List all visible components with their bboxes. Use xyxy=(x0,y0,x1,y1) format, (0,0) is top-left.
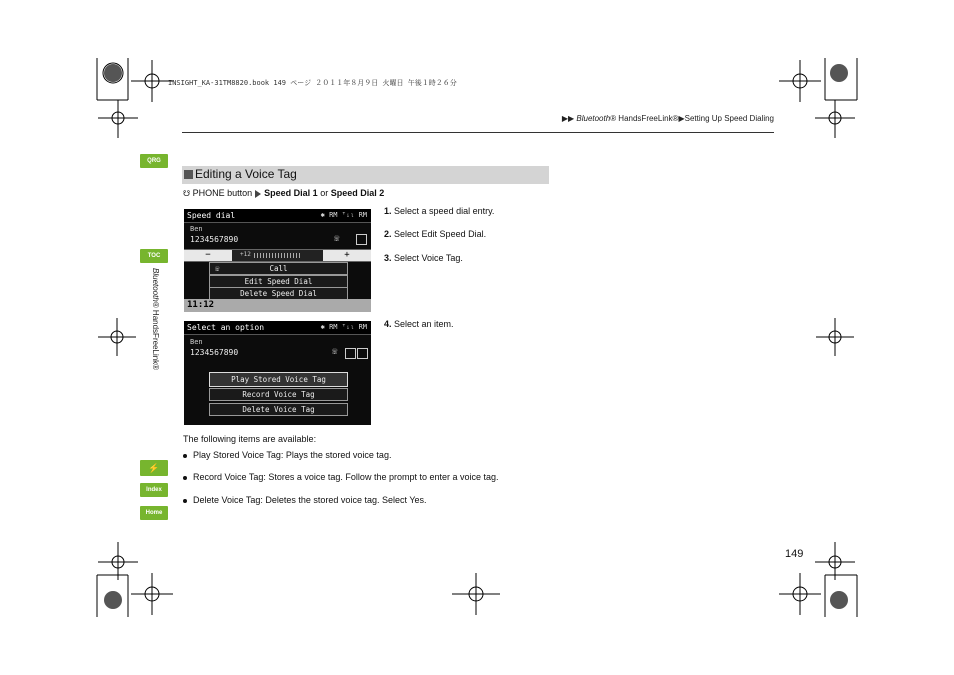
bullet-icon xyxy=(183,499,187,503)
volume-bar xyxy=(184,249,371,262)
menu-item-play-stored-voice-tag[interactable]: Play Stored Voice Tag xyxy=(209,372,348,387)
toc-button[interactable]: TOC xyxy=(140,249,168,263)
list-item: Delete Voice Tag: Deletes the stored voice tag. Select Yes. xyxy=(183,495,427,505)
arrow-icon xyxy=(255,190,261,198)
step-2: 2. Select Edit Speed Dial. xyxy=(384,229,487,239)
contact-number: 1234567890 xyxy=(190,348,239,357)
sidebar-chapter-label: Bluetooth® HandsFreeLink® xyxy=(151,268,160,371)
contact-number: 1234567890 xyxy=(190,235,239,244)
section-title: Editing a Voice Tag xyxy=(195,167,297,181)
handset-icon: ☏ xyxy=(332,347,338,357)
header-rule xyxy=(182,132,774,133)
memory-icon xyxy=(356,234,367,245)
section-heading xyxy=(182,166,549,184)
status-icons: ✱ RM ᵀᵢₗ RM xyxy=(320,211,367,219)
items-intro: The following items are available: xyxy=(183,434,317,444)
screen-clock-bar xyxy=(184,299,371,312)
breadcrumb-handsfreelink[interactable]: ® HandsFreeLink® xyxy=(610,114,679,123)
voice-command-button[interactable] xyxy=(140,460,168,476)
menu-item-edit-speed-dial[interactable]: Edit Speed Dial xyxy=(209,275,348,288)
print-header: INSIGHT_KA-31TM8820.book 149 ページ ２０１１年８月９日 火曜日 午後１時２６分 xyxy=(168,79,457,87)
breadcrumb-arrow-icon: ▶ xyxy=(678,114,685,123)
phone-button-path: ☋ PHONE button Speed Dial 1 or Speed Dial 2 xyxy=(183,188,385,198)
memory-icon xyxy=(357,348,368,359)
menu-item-delete-speed-dial[interactable]: Delete Speed Dial xyxy=(209,287,348,300)
breadcrumb-bluetooth[interactable]: Bluetooth xyxy=(576,114,611,123)
qrg-button[interactable]: QRG xyxy=(140,154,168,168)
clock: 11:12 xyxy=(187,300,215,310)
step-3: 3. Select Voice Tag. xyxy=(384,253,463,263)
handset-icon: ☏ xyxy=(334,234,340,244)
voice-tag-icon xyxy=(345,348,356,359)
index-button[interactable]: Index xyxy=(140,483,168,497)
page-number: 149 xyxy=(785,548,804,560)
speed-dial-screen xyxy=(184,209,371,312)
step-4: 4. Select an item. xyxy=(384,319,454,329)
menu-item-delete-voice-tag[interactable]: Delete Voice Tag xyxy=(209,403,348,416)
volume-down-button[interactable]: − xyxy=(184,250,232,261)
screen-title-bar: Select an option ✱ RM ᵀᵢₗ RM xyxy=(184,321,371,335)
breadcrumb-current: Setting Up Speed Dialing xyxy=(684,114,774,123)
volume-meter xyxy=(254,253,302,258)
voice-command-icon: ⚡ xyxy=(148,462,160,473)
screen-title-bar: Speed dial ✱ RM ᵀᵢₗ RM xyxy=(184,209,371,223)
volume-level: +12 xyxy=(240,251,251,258)
handset-icon: ☏ xyxy=(215,264,220,273)
step-1: 1. Select a speed dial entry. xyxy=(384,206,495,216)
status-icons: ✱ RM ᵀᵢₗ RM xyxy=(320,323,367,331)
volume-up-button[interactable]: + xyxy=(323,250,371,261)
breadcrumb xyxy=(562,114,774,123)
select-option-screen xyxy=(184,321,371,425)
contact-name: Ben xyxy=(190,338,203,346)
menu-item-call[interactable]: ☏ Call xyxy=(209,262,348,275)
contact-name: Ben xyxy=(190,225,203,233)
phone-button-icon: ☋ xyxy=(183,189,191,198)
list-item: Play Stored Voice Tag: Plays the stored voice tag. xyxy=(183,450,391,460)
bullet-icon xyxy=(183,476,187,480)
bullet-icon xyxy=(183,454,187,458)
section-square-icon xyxy=(184,170,193,179)
breadcrumb-arrow-icon: ▶▶ xyxy=(561,114,575,123)
menu-item-record-voice-tag[interactable]: Record Voice Tag xyxy=(209,388,348,401)
home-button[interactable]: Home xyxy=(140,506,168,520)
list-item: Record Voice Tag: Stores a voice tag. Follow the prompt to enter a voice tag. xyxy=(183,472,499,482)
